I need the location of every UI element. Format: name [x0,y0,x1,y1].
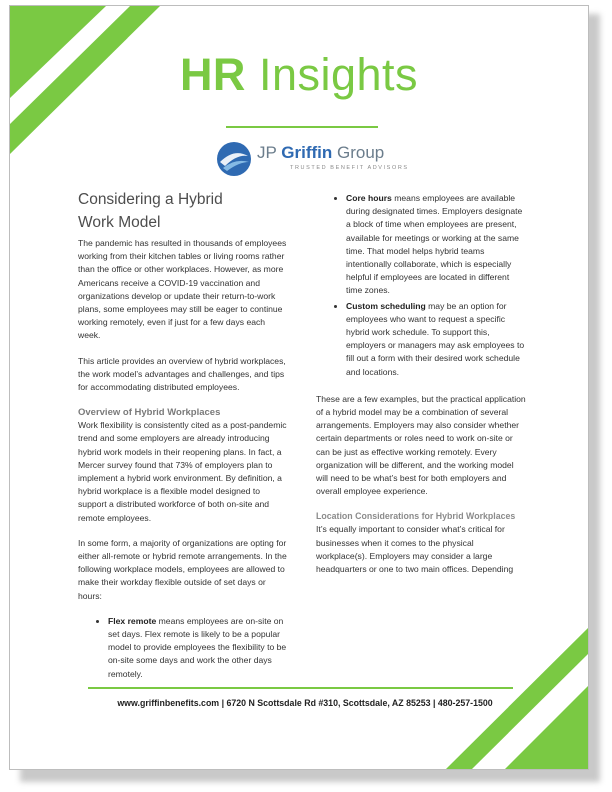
section-heading-overview: Overview of Hybrid Workplaces [78,407,221,419]
bullet-term: Core hours [346,193,392,203]
logo-globe-icon [215,140,253,178]
bullet-text: means employees are on-site on set days. Flex remote is likely to be a popular model to provide employees the flexibility to be on-site some days and work the other days remotely. [108,615,287,679]
list-item-custom-scheduling [346,300,526,379]
overview-body-1: Work flexibility is consistently cited as a post-pandemic trend and some employers are already introducing hybrid work models in their reopening plans. In fact, a Mercer survey found that 73% of employers plan to implement a hybrid work environment. By definition, a hybrid workplace is a flexible model designed to support a distributed workforce of both on-site and remote employees. [78,420,287,523]
work-model-list-2 [316,192,526,379]
overview-body-2: In some form, a majority of organizations are opting for either all-remote or hybrid remote arrangements. In the following workplace models, employees are allowed to make their workday flexible outside of set days or hours: [78,537,287,601]
bullet-term: Custom scheduling [346,300,426,311]
bullet-text: means employees are available during designated times. Employers designate a block of time when employees are present, available for meetings or working at the same time. That model helps hybrid teams intentionally collaborate, which is especially helpful if employees are located in different time zones. [346,193,523,296]
overview-paragraph: This article provides an overview of hybrid workplaces, the work model’s advantages and challenges, and tips for accommodating distributed employees. [78,355,286,393]
company-logo [215,140,415,180]
location-body-1: It’s equally important to consider what’s critical for businesses when it comes to the physical workplace(s). Employers may consider a large headquarters or one to two main offices. Depending [316,524,514,575]
examples-paragraph: These are a few examples, but the practical application of a hybrid model may be a combination of several arrangements. Employers may also consider whether certain departments or roles need to work on-site or can be just as effective working remotely. Every organization will be different, and the working model will need to be what’s best for both employers and overall employee experience. [316,393,526,497]
section-heading-location: Location Considerations for Hybrid Workplaces [316,511,516,522]
logo-jp: JP [257,143,282,162]
document-page [9,5,589,770]
title-light: Insights [258,49,419,100]
logo-group: Group [332,143,385,162]
newsletter-title [10,49,588,100]
footer-divider [88,687,513,689]
logo-wordmark [257,143,384,163]
article-title-line1: Considering a Hybrid [78,191,223,208]
article-title [78,188,288,234]
logo-tagline: TRUSTED BENEFIT ADVISORS [290,165,409,171]
title-bold: HR [179,49,246,100]
bullet-text: may be an option for employees who want to request a specific hybrid work schedule. To support this, employers or managers may ask employees to fill out a form with their desired work schedule and locations. [346,300,525,377]
work-model-list-1 [78,615,288,681]
footer-contact: www.griffinbenefits.com | 6720 N Scottsdale Rd #310, Scottsdale, AZ 85253 | 480-257-1500 [117,698,493,708]
bullet-term: Flex remote [108,615,157,626]
title-underline [226,126,378,128]
logo-griffin: Griffin [281,143,333,162]
article-title-line2: Work Model [78,214,161,231]
left-column [78,188,288,691]
list-item-flex-remote [108,615,288,681]
list-item-core-hours [346,192,526,298]
intro-paragraph: The pandemic has resulted in thousands of employees working from their kitchen tables or living rooms rather than the office or other workplaces. However, as more Americans receive a COVID-19 vaccination and organizations develop or update their return-to-work plans, some employees may still be eager to continue working remotely, even if just for a few days each week. [78,238,287,341]
right-column [316,192,526,588]
